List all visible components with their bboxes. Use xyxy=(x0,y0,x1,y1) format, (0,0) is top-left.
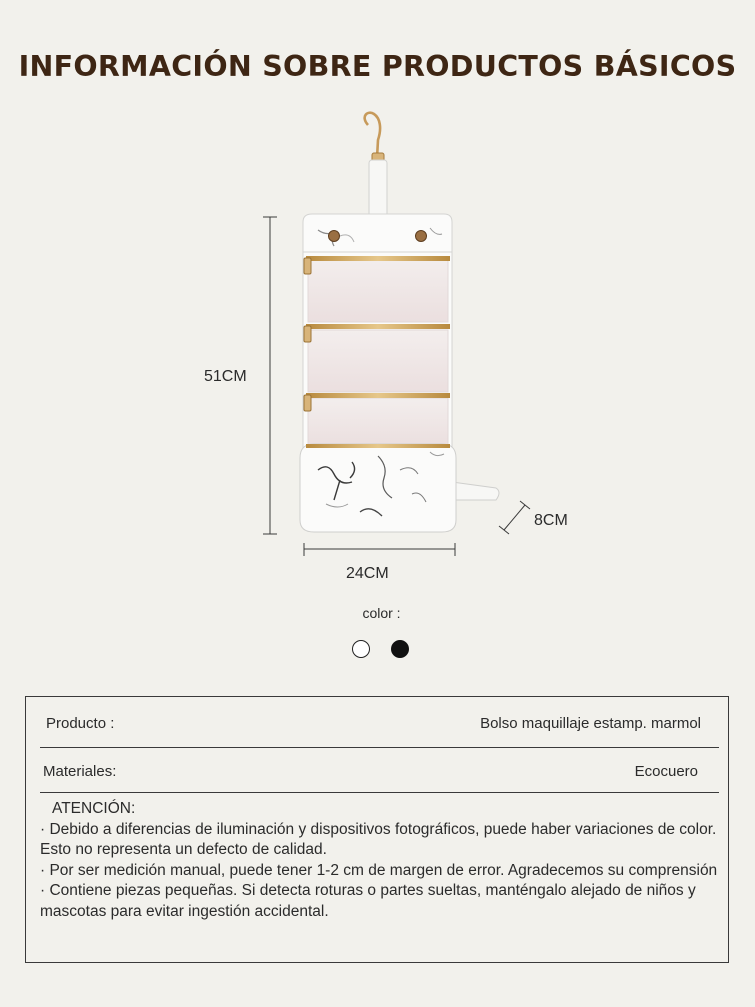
color-swatch-black[interactable] xyxy=(391,640,409,658)
spec-label-materials: Materiales: xyxy=(43,763,117,780)
divider xyxy=(40,747,719,748)
notice-item: · Debido a diferencias de iluminación y dispositivos fotográficos, puede haber variaciones de color. Esto no representa un defecto de calidad. xyxy=(40,820,717,858)
bottom-pouch xyxy=(300,444,499,532)
notice-section xyxy=(40,799,720,922)
width-label: 24CM xyxy=(346,565,389,582)
notice-heading: ATENCIÓN: xyxy=(52,800,136,817)
height-dimension-line xyxy=(263,217,277,534)
top-flap xyxy=(303,214,452,254)
depth-dimension-line xyxy=(499,501,530,534)
color-swatch-white[interactable] xyxy=(352,640,370,658)
product-info-box xyxy=(25,696,729,963)
hanger-hook xyxy=(365,113,380,158)
height-label: 51CM xyxy=(204,368,247,385)
spec-value-product: Bolso maquillaje estamp. marmol xyxy=(480,715,701,732)
width-dimension-line xyxy=(304,543,455,556)
depth-label: 8CM xyxy=(534,512,568,529)
divider xyxy=(40,792,719,793)
page-title: INFORMACIÓN SOBRE PRODUCTOS BÁSICOS xyxy=(18,50,737,83)
color-label: color : xyxy=(362,605,401,621)
spec-value-materials: Ecocuero xyxy=(634,763,698,780)
spec-label-product: Producto : xyxy=(46,715,115,732)
notice-item: · Contiene piezas pequeñas. Si detecta roturas o partes sueltas, manténgalo alejado de niños y mascotas para evitar ingestión accidental. xyxy=(40,882,696,920)
notice-item: · Por ser medición manual, puede tener 1-2 cm de margen de error. Agradecemos su comprensión xyxy=(40,861,718,879)
